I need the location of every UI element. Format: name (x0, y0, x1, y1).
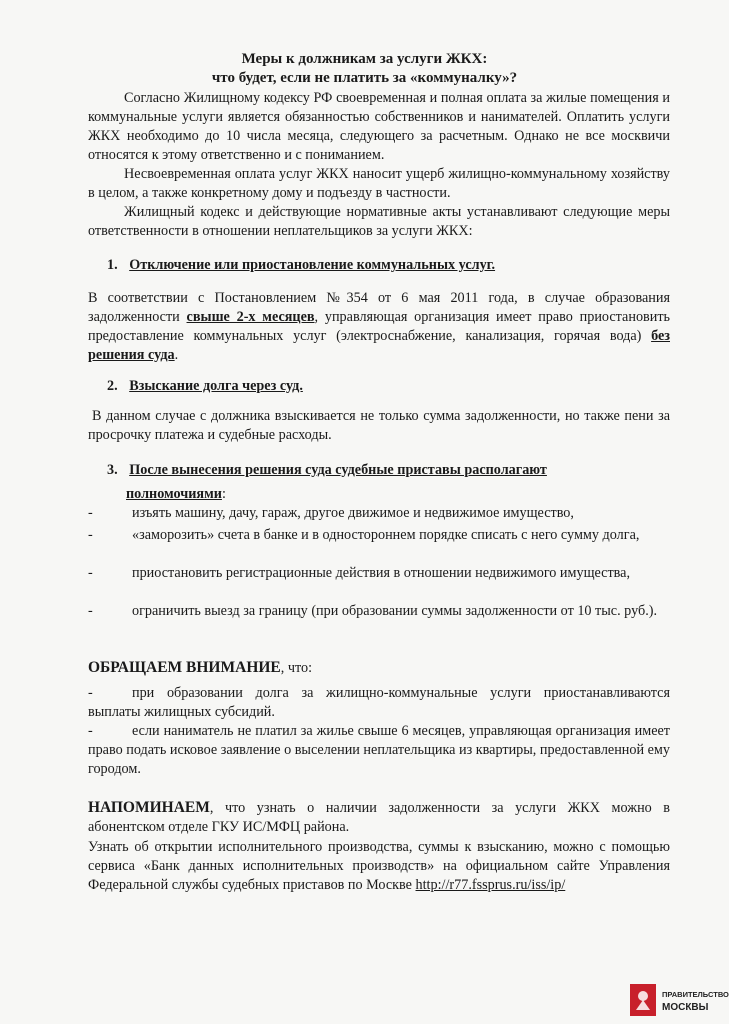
list-item (88, 504, 670, 523)
section-1-number: 1. (107, 257, 118, 273)
fssp-link[interactable]: http://r77.fssprus.ru/iss/ip/ (415, 877, 566, 893)
section-1-text-b: , управляющая организация имеет право приостановить предоставление коммунальных услуг (электроснабжение, канализация, горячая вода) (88, 309, 670, 344)
dash-marker: - (88, 527, 93, 543)
section-3-colon: : (221, 486, 226, 502)
section-3-heading-line2 (126, 485, 226, 503)
list-item-text: ограничить выезд за границу (при образовании суммы задолженности от 10 тыс. руб.). (132, 603, 658, 619)
fssp-paragraph (88, 838, 670, 895)
section-2-heading (107, 377, 303, 395)
list-item (88, 602, 670, 621)
section-1-text (88, 289, 670, 365)
list-item (88, 722, 670, 779)
reminder-text: , что узнать о наличии задолженности за услуги ЖКХ можно в абонентском отделе ГКУ ИС/МФЦ района. (88, 800, 670, 835)
reminder-label: НАПОМИНАЕМ (88, 799, 210, 816)
dash-marker: - (88, 685, 93, 701)
dash-marker: - (88, 565, 93, 581)
section-3-title-line1: После вынесения решения суда судебные приставы располагают (129, 462, 547, 478)
list-item-text: изъять машину, дачу, гараж, другое движимое и недвижимое имущество, (132, 505, 574, 521)
intro-paragraph-2: Несвоевременная оплата услуг ЖКХ наносит ущерб жилищно-коммунальному хозяйству в целом, а также конкретному дому и подъезду в частности. (88, 166, 670, 201)
attention-suffix: , что: (280, 660, 313, 676)
section-3-number: 3. (107, 462, 118, 478)
list-item-text: при образовании долга за жилищно-коммунальные услуги приостанавливаются выплаты жилищных субсидий. (88, 685, 670, 720)
moscow-coat-of-arms-icon (630, 984, 656, 1016)
dash-marker: - (88, 603, 93, 619)
section-3-heading (107, 461, 667, 479)
logo-line-1: ПРАВИТЕЛЬСТВО (662, 990, 729, 999)
intro-paragraph-3: Жилищный кодекс и действующие нормативные акты устанавливают следующие меры ответственности в отношении неплательщиков за услуги ЖКХ: (88, 204, 670, 239)
section-1-title: Отключение или приостановление коммунальных услуг. (129, 257, 496, 273)
logo-text (662, 989, 729, 1013)
document-title: Меры к должникам за услуги ЖКХ: (241, 51, 488, 67)
list-item (88, 564, 670, 583)
attention-heading (88, 658, 670, 678)
reminder-paragraph (88, 798, 670, 837)
document-subtitle: что будет, если не платить за «коммуналку»? (211, 70, 518, 86)
list-item (88, 684, 670, 722)
logo-line-2: МОСКВЫ (662, 1002, 709, 1013)
coat-of-arms-svg (630, 984, 656, 1016)
attention-label: ОБРАЩАЕМ ВНИМАНИЕ (88, 659, 281, 676)
section-1-heading (107, 256, 495, 274)
section-3-title-line2: полномочиями (126, 486, 222, 502)
list-item-text: приостановить регистрационные действия в отношении недвижимого имущества, (132, 565, 631, 581)
section-2-text: В данном случае с должника взыскивается не только сумма задолженности, но также пени за просрочку платежа и судебные расходы. (88, 408, 670, 443)
list-item (88, 526, 670, 545)
list-item-text: если наниматель не платил за жилье свыше 6 месяцев, управляющая организация имеет право подать исковое заявление о выселении неплательщика из квартиры, предоставленной ему городом. (88, 723, 670, 777)
section-1-emphasis-no-court: без решения суда (88, 328, 670, 363)
moscow-government-logo (630, 984, 729, 1018)
intro-paragraph-1: Согласно Жилищному кодексу РФ своевременная и полная оплата за жилые помещения и коммунальные услуги является обязанностью собственников и нанимателей. Оплатить услуги ЖКХ необходимо до 10 числа месяца, следующего за расчетным. Однако не все москвичи относятся к этому ответственно и с пониманием. (88, 90, 670, 163)
dash-marker: - (88, 505, 93, 521)
dash-marker: - (88, 723, 93, 739)
list-item-text: «заморозить» счета в банке и в одностороннем порядке списать с него сумму долга, (132, 527, 640, 543)
section-1-emphasis-months: свыше 2-х месяцев (186, 309, 315, 325)
section-1-text-c: . (174, 347, 179, 363)
section-1-text-a: В соответствии с Постановлением №354 от 6 мая 2011 года, в случае образования задолженности (88, 290, 670, 325)
fssp-text: Узнать об открытии исполнительного производства, суммы к взысканию, можно с помощью сервиса «Банк данных исполнительных производств» на официальном сайте Управления Федеральной службы судебных приставов по Москве (88, 839, 670, 893)
section-2-title: Взыскание долга через суд. (129, 378, 303, 394)
section-2-number: 2. (107, 378, 118, 394)
